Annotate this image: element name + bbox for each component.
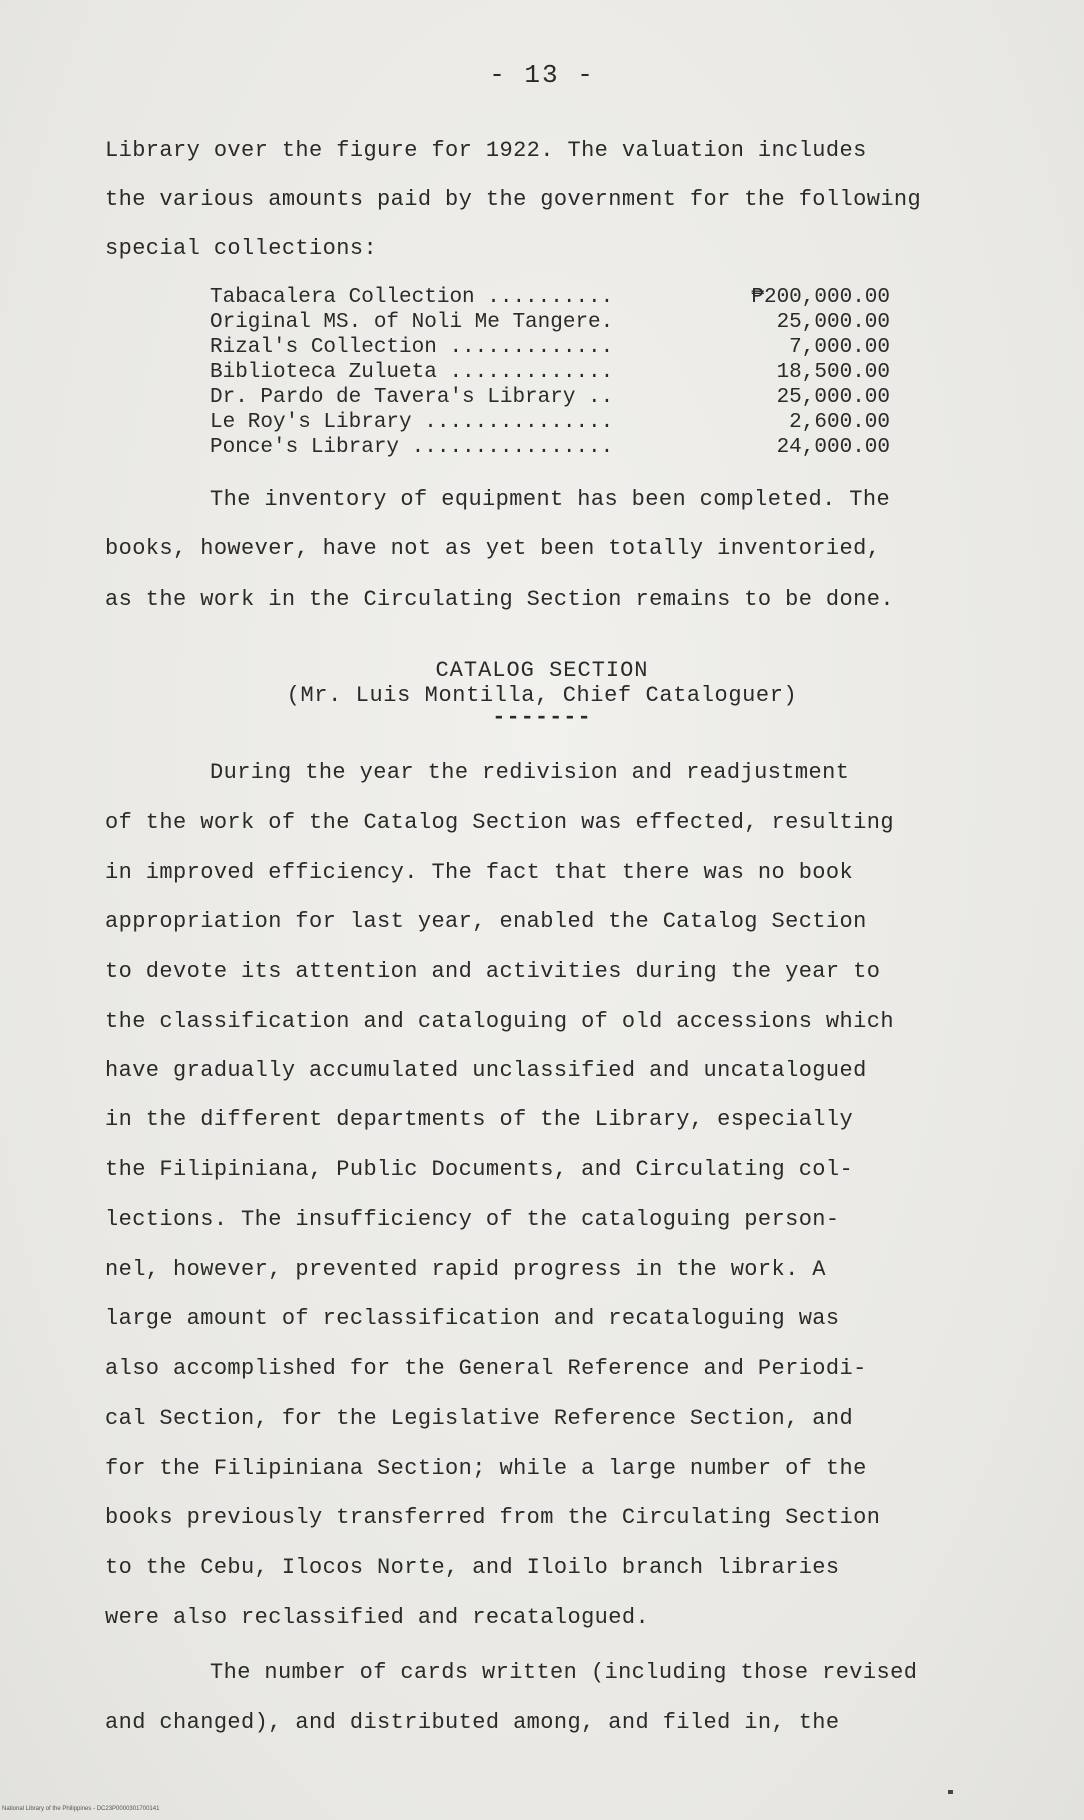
ledger-row <box>210 360 890 385</box>
ledger-row <box>210 285 890 310</box>
ledger-amount: 25,000.00 <box>776 311 890 334</box>
catalog-line-1: During the year the redivision and readjustment <box>210 760 850 785</box>
ledger-label: Tabacalera Collection .......... <box>210 286 614 309</box>
scan-speck <box>948 1790 953 1794</box>
inventory-line-2: books, however, have not as yet been totally inventoried, <box>105 536 881 561</box>
ledger-amount: 7,000.00 <box>789 336 890 359</box>
catalog-line-12: large amount of reclassification and recataloguing was <box>105 1306 840 1331</box>
catalog-line-9: the Filipiniana, Public Documents, and Circulating col- <box>105 1157 854 1182</box>
catalog-line-3: in improved efficiency. The fact that there was no book <box>105 860 854 885</box>
catalog-line-7: have gradually accumulated unclassified and uncatalogued <box>105 1058 867 1083</box>
ledger-amount: 25,000.00 <box>776 386 890 409</box>
ledger-row <box>210 435 890 460</box>
intro-line-1: Library over the figure for 1922. The valuation includes <box>105 138 867 163</box>
section-title: CATALOG SECTION <box>435 658 649 683</box>
ledger-amount: 18,500.00 <box>776 361 890 384</box>
inventory-line-3: as the work in the Circulating Section remains to be done. <box>105 587 894 612</box>
catalog-line-2: of the work of the Catalog Section was effected, resulting <box>105 810 894 835</box>
section-subtitle: (Mr. Luis Montilla, Chief Cataloguer) <box>286 683 798 708</box>
ledger-label: Biblioteca Zulueta ............. <box>210 361 614 384</box>
ledger-label: Ponce's Library ................ <box>210 436 614 459</box>
catalog-line-16: books previously transferred from the Circulating Section <box>105 1505 881 1530</box>
ledger-label: Rizal's Collection ............. <box>210 336 614 359</box>
catalog-line-13: also accomplished for the General Reference and Periodi- <box>105 1356 867 1381</box>
section-rule: ------- <box>492 705 592 730</box>
catalog-line-15: for the Filipiniana Section; while a large number of the <box>105 1456 867 1481</box>
catalog-line-8: in the different departments of the Library, especially <box>105 1107 854 1132</box>
ledger-row <box>210 410 890 435</box>
inventory-line-1: The inventory of equipment has been completed. The <box>210 487 891 512</box>
catalog-line-4: appropriation for last year, enabled the Catalog Section <box>105 909 867 934</box>
ledger-row <box>210 335 890 360</box>
page-number: - 13 - <box>489 60 595 90</box>
intro-line-3: special collections: <box>105 236 378 261</box>
intro-line-2: the various amounts paid by the government for the following <box>105 187 922 212</box>
catalog-line-14: cal Section, for the Legislative Reference Section, and <box>105 1406 854 1431</box>
ledger-row <box>210 385 890 410</box>
ledger-row <box>210 310 890 335</box>
catalog-line-5: to devote its attention and activities during the year to <box>105 959 881 984</box>
ledger-amount: 24,000.00 <box>776 436 890 459</box>
catalog-line-18: were also reclassified and recatalogued. <box>105 1605 650 1630</box>
cards-line-1: The number of cards written (including those revised <box>210 1660 918 1685</box>
collections-ledger <box>210 285 890 460</box>
catalog-line-17: to the Cebu, Ilocos Norte, and Iloilo branch libraries <box>105 1555 840 1580</box>
catalog-line-10: lections. The insufficiency of the cataloguing person- <box>105 1207 840 1232</box>
catalog-line-11: nel, however, prevented rapid progress in the work. A <box>105 1257 826 1282</box>
ledger-label: Le Roy's Library ............... <box>210 411 614 434</box>
ledger-label: Dr. Pardo de Tavera's Library .. <box>210 386 614 409</box>
ledger-amount: ₱200,000.00 <box>751 286 890 309</box>
ledger-amount: 2,600.00 <box>789 411 890 434</box>
archive-caption: National Library of the Philippines - DC23P0000301700141 <box>2 1806 160 1812</box>
cards-line-2: and changed), and distributed among, and filed in, the <box>105 1710 840 1735</box>
catalog-line-6: the classification and cataloguing of old accessions which <box>105 1009 894 1034</box>
ledger-label: Original MS. of Noli Me Tangere. <box>210 311 614 334</box>
